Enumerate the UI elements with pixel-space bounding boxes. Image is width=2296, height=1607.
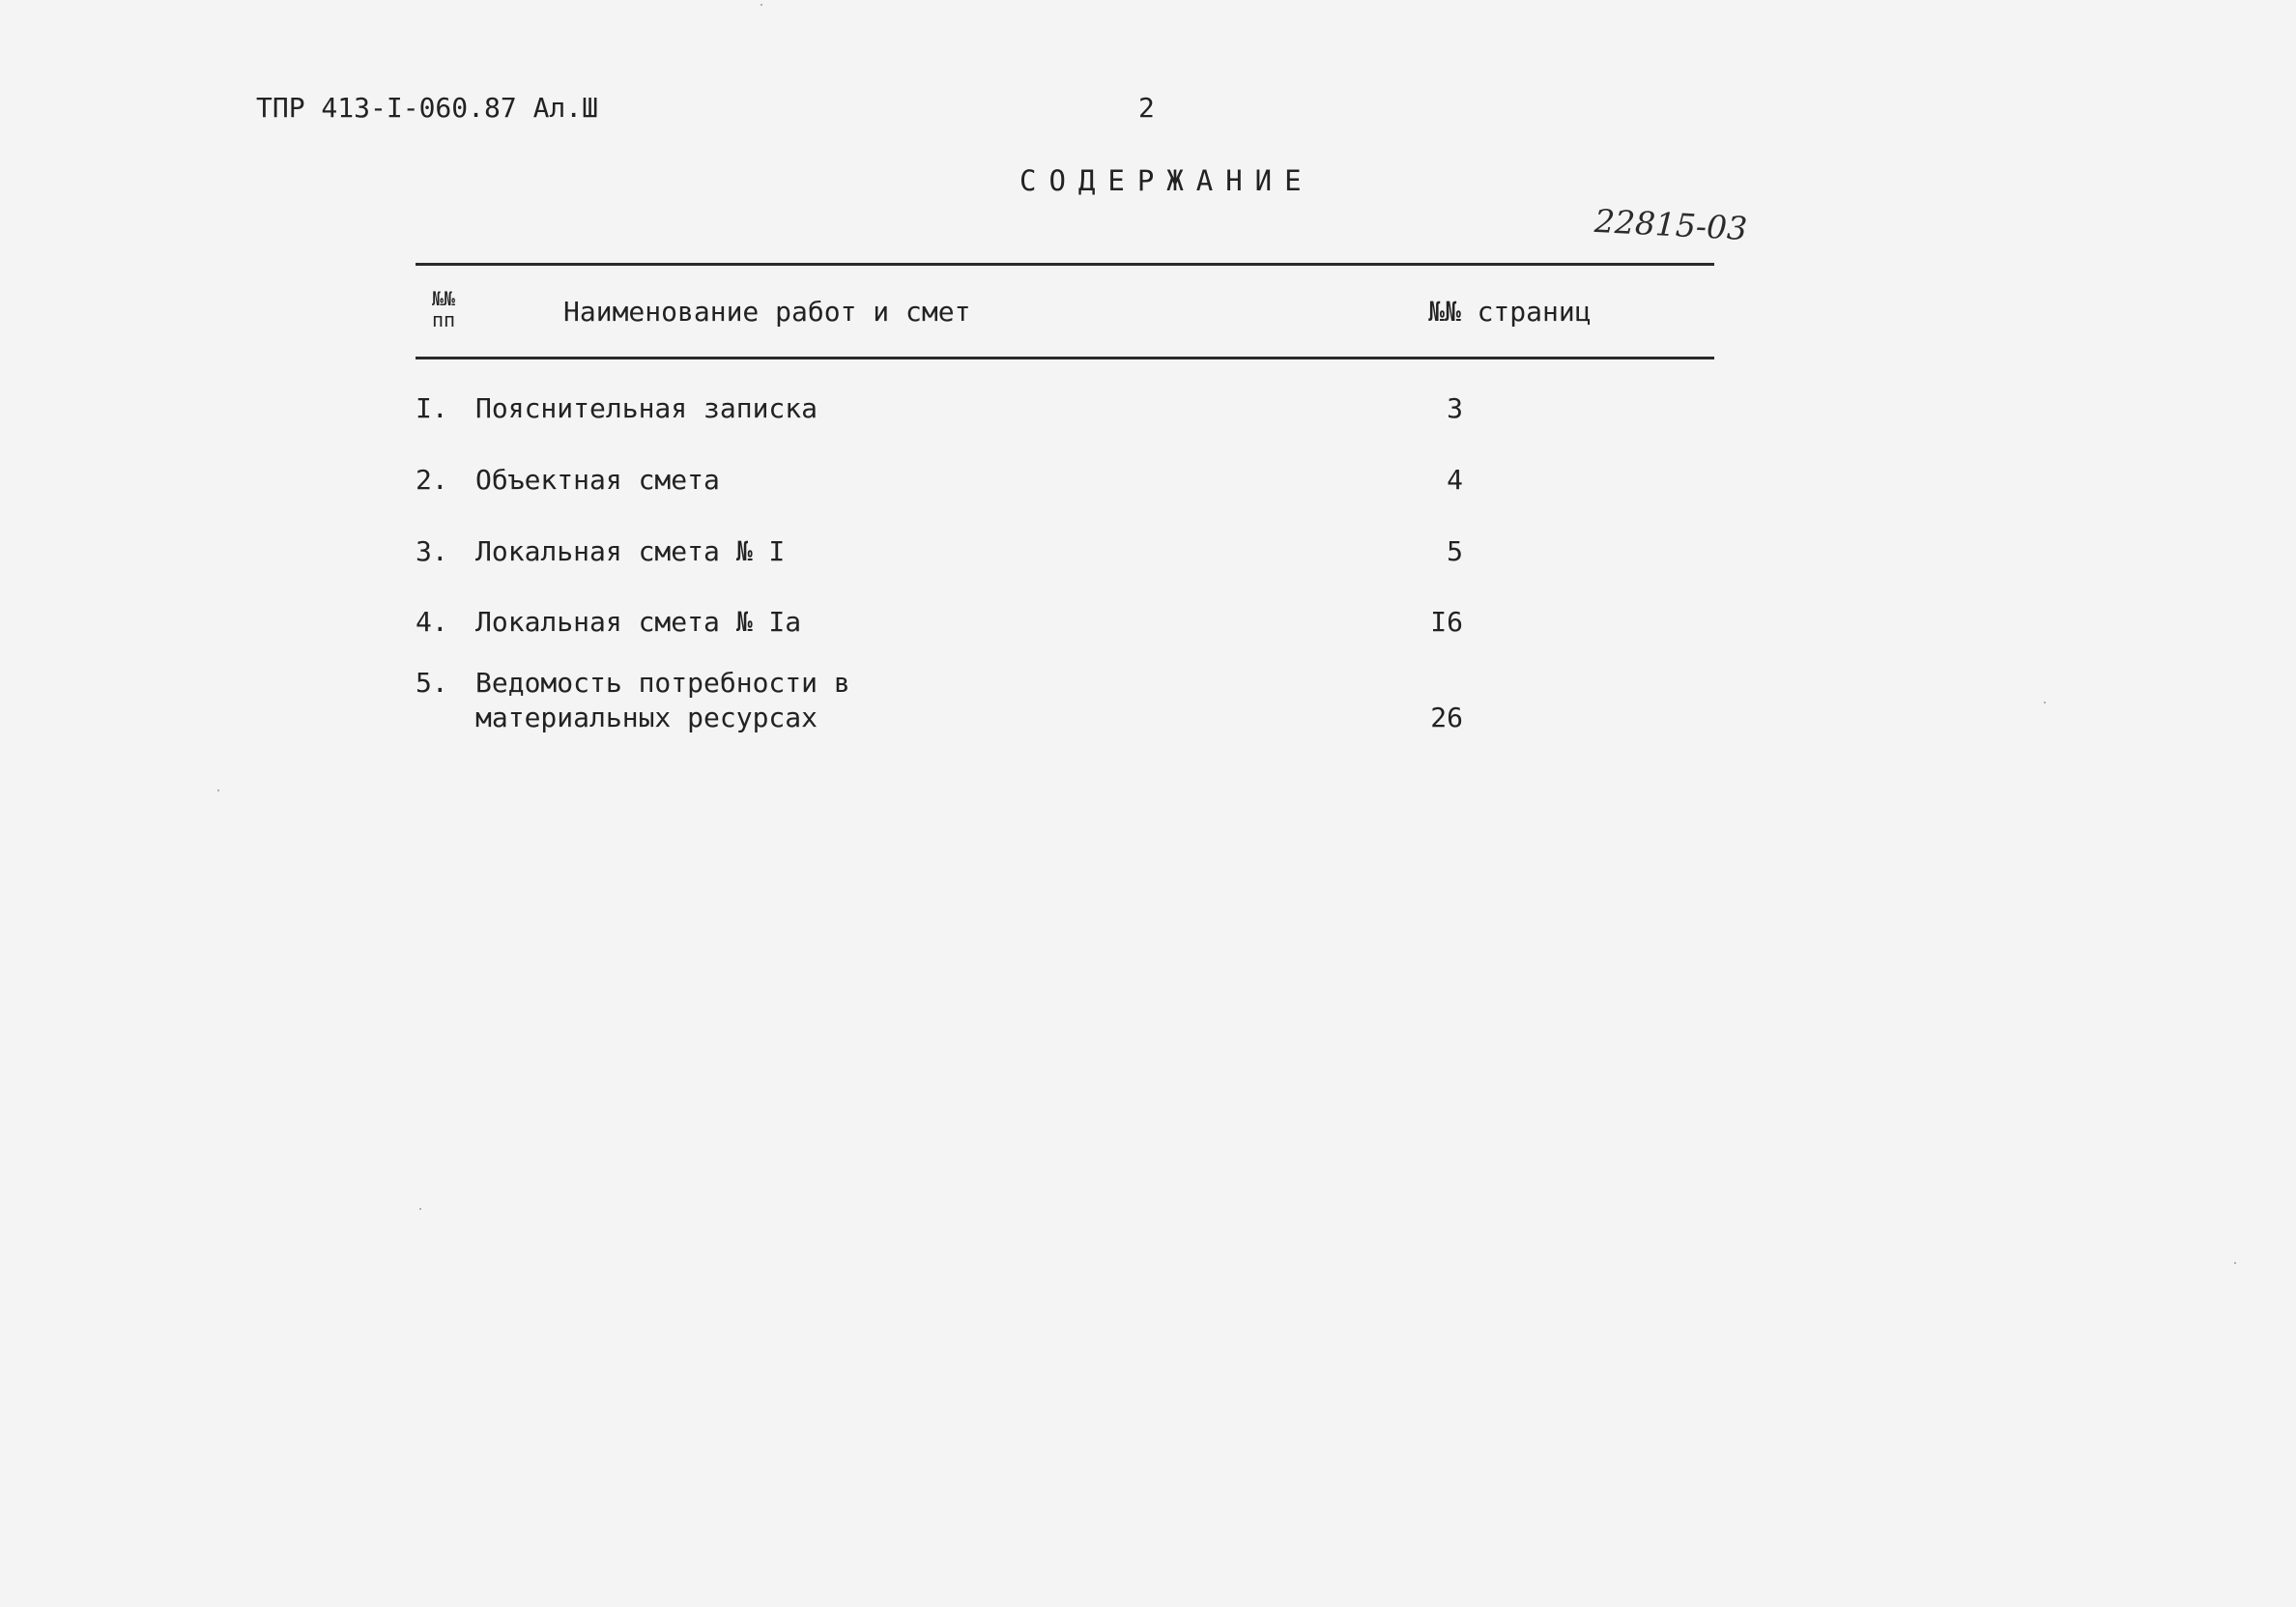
contents-row-page: 3 <box>1447 392 1463 424</box>
table-top-rule <box>416 263 1714 266</box>
contents-row-title-line1: Ведомость потребности в <box>475 667 850 699</box>
scan-speck <box>2234 1262 2236 1264</box>
contents-row-number: 5. <box>416 667 448 699</box>
contents-row-title: Пояснительная записка <box>475 392 818 424</box>
contents-row-number: I. <box>416 392 448 424</box>
contents-row-title: Объектная смета <box>475 464 720 496</box>
page-number: 2 <box>1138 92 1155 124</box>
scan-speck <box>761 4 762 6</box>
contents-row-number: 4. <box>416 606 448 638</box>
contents-row-page: 4 <box>1447 464 1463 496</box>
column-header-pages: №№ страниц <box>1428 296 1592 328</box>
contents-row-title: Локальная смета № I <box>475 535 786 567</box>
page-title: СОДЕРЖАНИЕ <box>1019 164 1314 197</box>
scan-speck <box>217 789 219 791</box>
scan-speck <box>419 1208 421 1210</box>
contents-row-number: 2. <box>416 464 448 496</box>
contents-row-title: Локальная смета № Iа <box>475 606 802 638</box>
column-header-name: Наименование работ и смет <box>563 296 971 328</box>
table-header-rule <box>416 357 1714 359</box>
contents-row-page: 5 <box>1447 535 1463 567</box>
column-header-number-line2: пп <box>432 308 456 331</box>
scan-speck <box>2044 702 2046 703</box>
handwritten-inventory-number: 22815-03 <box>1593 201 1749 248</box>
column-header-number <box>432 288 455 330</box>
contents-row-number: 3. <box>416 535 448 567</box>
contents-row-title-line2: материальных ресурсах <box>475 702 818 733</box>
column-header-number-line1: №№ <box>432 287 456 310</box>
contents-row-page: I6 <box>1430 606 1463 638</box>
contents-row-page: 26 <box>1430 702 1463 733</box>
document-code: ТПР 413-I-060.87 Ал.Ш <box>256 92 599 124</box>
